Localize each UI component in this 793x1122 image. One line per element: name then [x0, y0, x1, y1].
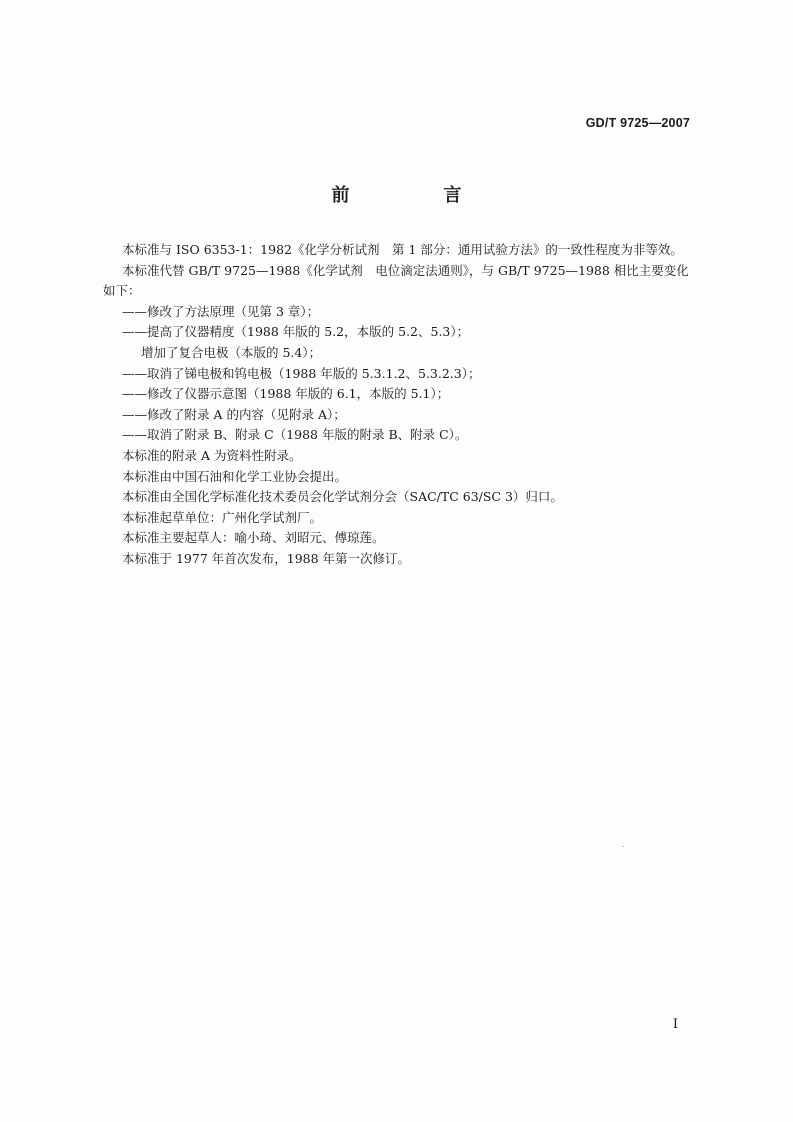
document-body [103, 240, 693, 570]
change-item: ——取消了锑电极和钨电极（1988 年版的 5.3.1.2、5.3.2.3）； [122, 365, 481, 381]
change-item: 增加了复合电极（本版的 5.4）； [141, 344, 322, 360]
change-item: ——提高了仪器精度（1988 年版的 5.2，本版的 5.2、5.3）； [122, 324, 470, 340]
change-item: ——修改了方法原理（见第 3 章）； [122, 303, 320, 319]
standard-code: GD/T 9725—2007 [585, 116, 690, 130]
paragraph: 本标准由全国化学标准化技术委员会化学试剂分会（SAC/TC 63/SC 3）归口。 [122, 489, 563, 505]
page-number: I [672, 1017, 678, 1032]
change-item: ——修改了附录 A 的内容（见附录 A）； [122, 406, 346, 422]
change-item: ——取消了附录 B、附录 C（1988 年版的附录 B、附录 C）。 [122, 427, 468, 443]
paragraph: 本标准主要起草人：喻小琦、刘昭元、傅琼莲。 [122, 530, 385, 546]
paragraph: 本标准与 ISO 6353-1：1982《化学分析试剂 第 1 部分：通用试验方法》的一致性程度为非等效。 [122, 242, 683, 257]
paragraph: 本标准的附录 A 为资料性附录。 [122, 447, 302, 463]
change-item: ——修改了仪器示意图（1988 年版的 6.1，本版的 5.1）； [122, 386, 450, 402]
scan-speck [623, 846, 624, 847]
paragraph: 本标准起草单位：广州化学试剂厂。 [122, 509, 323, 525]
paragraph: 本标准于 1977 年首次发布，1988 年第一次修订。 [122, 550, 411, 566]
paragraph: 本标准由中国石油和化学工业协会提出。 [122, 468, 348, 484]
paragraph: 本标准代替 GB/T 9725—1988《化学试剂 电位滴定法通则》，与 GB/T 9725—1988 相比主要变化如下： [103, 262, 689, 299]
page-title: 前 言 [331, 185, 500, 206]
